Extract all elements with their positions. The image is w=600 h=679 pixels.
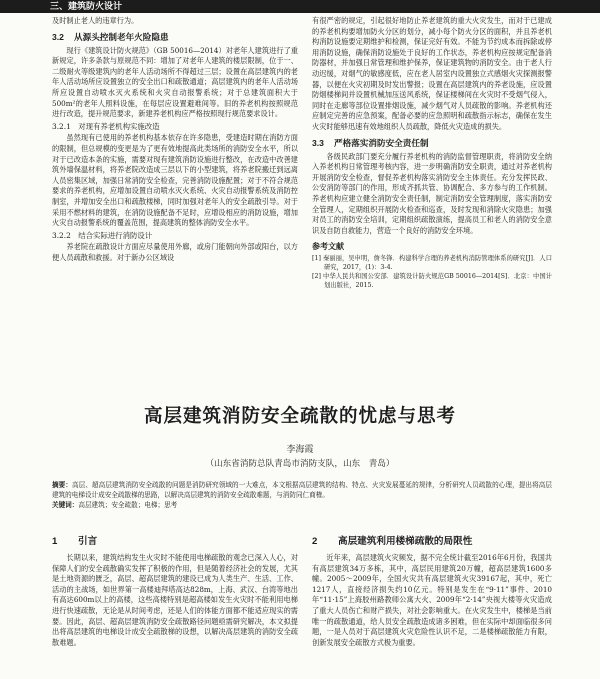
subsection-heading-3-2-2 — [52, 231, 298, 242]
section-2-body: 近年来，高层建筑火灾频发，据不完全统计截至2016年6月份，我国共有高层建筑34万多栋，其中，高层民用建筑20万幢，超高层建筑1600多幢。2005～2009年，全国火灾共有高层建筑火灾39167起，其中，死亡1217人，直接经济损失约10亿元。特别是发生在“9·11”事件、2010年“11·15”上海胶州路教师公寓大火、2009年“2·14”央视大楼等火灾造成了重大人员伤亡和财产损失，对社会影响重大。在火灾发生中，楼梯是当前唯一的疏散通道，给人员安全疏散造成诸多困难，但在实际中却面临很多问题，一是人员对于高层建筑火灾危险性认识不足，二是楼梯疏散能力有限，创新发展安全疏散方式极为重要。 — [312, 553, 552, 647]
running-header-section: 三、建筑防火设计 — [50, 1, 123, 11]
subsection-number: 3.2.2 — [52, 230, 71, 240]
lead-paragraph: 及时制止老人的违章行为。 — [52, 16, 139, 25]
section-3-3-body: 各级民政部门要充分履行养老机构的消防监督管理职责，将消防安全纳入养老机构日常管理考核内容，进一步明确消防安全职责，通过对养老机构开展消防安全检查，督促养老机构落实消防安全主体责任。充分发挥民政、公安消防等部门的作用，形成齐抓共管、协调配合、多方参与的工作机制。养老机构应建立健全消防安全责任制，制定消防安全管理制度，落实消防安全管理人，定期组织开展防火检查和巡查，及时发现和消除火灾隐患；加强对员工的消防安全培训，定期组织疏散演练，提高员工和老人的消防安全意识及自防自救能力，营造一个良好的消防安全环境。 — [312, 151, 552, 235]
intro-body: 长期以来，建筑结构发生火灾时不能使用电梯疏散的观念已深入人心，对保障人们的安全疏散确实发挥了积极的作用，但是随着经济社会的发展，尤其是土地资源的匮乏，高层、超高层建筑的建设已成为人类生产、生活、工作、活动的主战场，如世界第一高楼迪拜塔高达828m，上海、武汉、台湾等地出有高达600m以上的高楼，这些高楼特别是超高楼如发生火灾时不能利用电梯进行快速疏散，无论是从时间考虑，还是人们的体能方面都不能适应现实的需要。因此，高层、超高层建筑消防安全疏散路径问题亟需研究解决，本文拟提出将高层建筑的电梯设计成安全疏散梯的设想，以解决高层建筑的消防安全疏散难题。 — [52, 553, 298, 647]
article-title: 高层建筑消防安全疏散的忧虑与思考 — [143, 406, 456, 427]
reference-list — [312, 254, 552, 290]
right-column — [312, 16, 552, 403]
subsection-heading-3-2-1 — [52, 122, 298, 133]
section-2-column — [312, 527, 552, 677]
section-title: 引言 — [78, 536, 98, 547]
section-number: 3.3 — [312, 137, 324, 148]
section-heading-2 — [312, 533, 552, 547]
author-affiliation: （山东省消防总队青岛市消防支队，山东 青岛） — [205, 459, 395, 469]
section-heading-1 — [52, 533, 298, 547]
continued-paragraph: 有很严密的规定，引起很好地防止养老建筑的重大火灾发生，而对于已建成的养老机构要增加防火分区的划分，减小每个防火分区的面积，并且养老机构消防设施要定期维护和检测，保证完好有效。不能为节约成本而拆除或停用消防设施，确保消防设施处于良好的工作状态，养老机构应按规定配备消防器材，并加强日常管理和维护保养，保证建筑物的消防安全。由于老人行动迟缓，对烟气的敏感度低，应在老人居室内设置独立式感烟火灾探测报警器，以便在火灾初期及时发出警报；设置在高层建筑内的养老设施，应设置防烟楼梯间并设置机械加压送风系统，保证楼梯间在火灾时不受烟气侵入，同时在走廊等部位设置排烟设施，减少烟气对人员疏散的影响。养老机构还应制定完善的应急预案，配备必要的应急照明和疏散指示标志，确保在发生火灾时能够迅速有效地组织人员疏散，降低火灾造成的损失。 — [312, 16, 552, 131]
reference-item: [1] 秦丽丽，吴申明，詹冬锋．构建科学合理的养老机构消防管理体系的研究[J]．人口研究，2017，(1)：3-4. — [312, 255, 552, 272]
section-3-2-body: 现行《建筑设计防火规范》（GB 50016—2014）对老年人建筑进行了重新规定，许多条款与原规范不同：增加了对老年人建筑的楼层限制，位于一、二级耐火等级建筑内的老年人活动场所不得超过三层；设置在高层建筑内的老年人活动场所应设置独立的安全出口和疏散通道；高层建筑内的老年人活动场所应设置自动喷水灭火系统和火灾自动报警系统；对于总建筑面积大于500m²的老年人照料设施，在每层应设置避难间等。旧的养老机构按照规范进行改造，提升规范要求，新建养老机构应严格按照现行规范要求设计。 — [52, 45, 298, 119]
section-3-2-1-body: 虽然现有已使用的养老机构基本依存在许多隐患，受建造时期在消防方面的限制，但总规模的变更是为了更有效地提高此类场所的消防安全水平，所以对于已改造本条的实施，需要对现有建筑消防设施进行整改，在改造中改善建筑外墙保温材料，将养老院改造成三层以下的小型建筑，将养老院搬迁到远离人员密集区域，加强日常消防安全检查，完善消防设施配置；对于不符合规范要求的养老机构，应增加设置自动喷水灭火系统、火灾自动报警系统及消防控制室，并增加安全出口和疏散楼梯，同时加强对老年人的安全疏散引导。对于采用不燃材料的建筑，在消防设施配备不足时，应增设相应的消防设施，增加火灾自动报警系统的覆盖范围，提高建筑的整体消防安全水平。 — [52, 133, 298, 228]
section-heading-3-3 — [312, 137, 552, 149]
abstract-label: 摘要： — [52, 481, 73, 489]
section-number: 2 — [312, 536, 318, 547]
running-header — [0, 0, 600, 13]
subsection-number: 3.2.1 — [52, 121, 71, 131]
references-title: 参考文献 — [312, 242, 344, 252]
subsection-title: 结合实际进行消防设计 — [78, 230, 153, 240]
keywords-text: 高层建筑；安全疏散；电梯；思考 — [78, 501, 178, 509]
intro-column — [52, 527, 298, 677]
section-number: 1 — [52, 536, 58, 547]
subsection-title: 对现有养老机构实施改造 — [78, 121, 160, 131]
keywords-label: 关键词： — [52, 501, 79, 509]
section-title: 严格落实消防安全责任制 — [334, 137, 429, 148]
left-column — [52, 16, 298, 403]
author-name: 李海霞 — [286, 445, 314, 455]
section-number: 3.2 — [52, 31, 64, 42]
section-title: 高层建筑利用楼梯疏散的局限性 — [338, 536, 473, 547]
abstract-text: 高层、超高层建筑消防安全疏散的问题是消防研究领域的一大难点，本文根据高层建筑的结构、特点、火灾发展蔓延的规律，分析研究人员疏散的心理，提出将高层建筑的电梯设计成安全疏散梯的思路，以解决高层建筑的消防安全疏散难题，与消防同仁商榷。 — [52, 481, 553, 499]
section-heading-3-2 — [52, 31, 298, 43]
section-3-2-2-body: 养老院在疏散设计方面应尽量使用外廊，或房门能朝向外部或阳台，以方便人员疏散和救援。对于新办公区域设 — [52, 242, 298, 262]
reference-item: [2] 中华人民共和国公安部．建筑设计防火规范GB 50016—2014[S]．北京：中国计划出版社，2015. — [312, 273, 552, 290]
section-title: 从源头控制老年火险隐患 — [74, 31, 169, 42]
abstract-block — [52, 480, 552, 510]
